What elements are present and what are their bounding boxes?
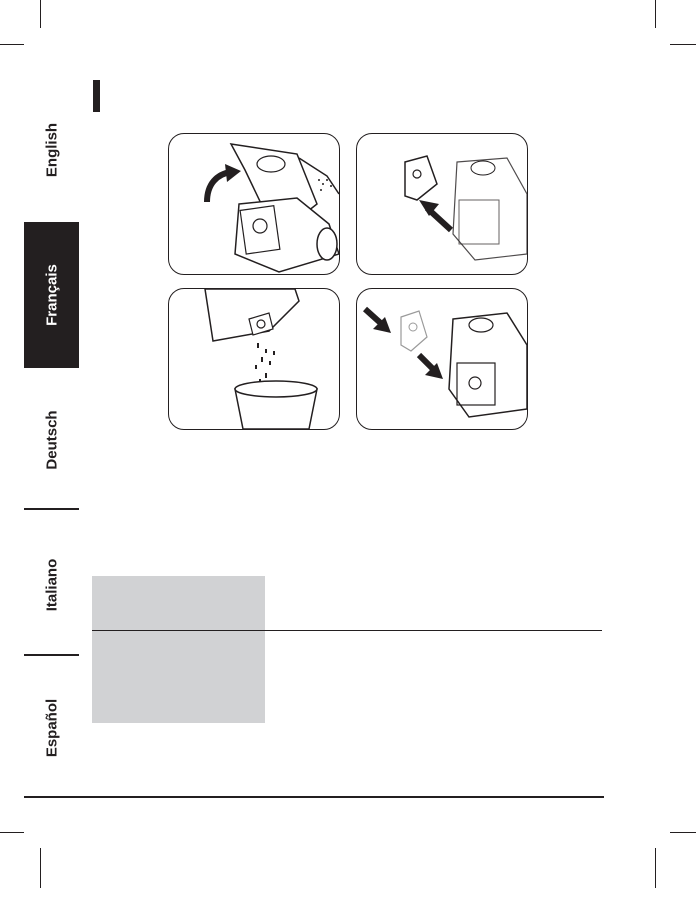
tab-italiano[interactable] xyxy=(24,535,79,635)
empty-bag-into-bin-icon xyxy=(169,289,339,429)
illustration-step-3 xyxy=(168,288,340,430)
crop-mark xyxy=(655,0,656,28)
illustration-step-2 xyxy=(356,133,528,275)
vacuum-open-lid-icon xyxy=(169,134,339,274)
tab-francais[interactable] xyxy=(24,222,79,368)
insert-new-bag-icon xyxy=(357,289,527,429)
tab-espanol-label: Español xyxy=(43,698,60,758)
crop-mark xyxy=(670,44,696,45)
tab-deutsch[interactable] xyxy=(24,390,79,490)
crop-mark xyxy=(0,832,24,833)
crop-mark xyxy=(40,0,41,28)
table-body-cell xyxy=(92,631,265,723)
tab-english-label: English xyxy=(43,122,60,178)
tab-deutsch-label: Deutsch xyxy=(43,410,60,470)
tab-english[interactable] xyxy=(24,100,79,200)
crop-mark xyxy=(0,44,24,45)
section-marker xyxy=(93,80,100,112)
tab-espanol[interactable] xyxy=(24,678,79,778)
crop-mark xyxy=(655,848,656,888)
illustration-step-4 xyxy=(356,288,528,430)
tab-italiano-label: Italiano xyxy=(43,558,60,612)
crop-mark xyxy=(40,848,41,888)
illustration-step-1 xyxy=(168,133,340,275)
footer-rule xyxy=(24,796,604,798)
tab-francais-label: Français xyxy=(43,264,60,326)
table-header-cell xyxy=(92,576,265,630)
crop-mark xyxy=(670,832,696,833)
vacuum-remove-bag-icon xyxy=(357,134,527,274)
tab-divider xyxy=(24,654,79,656)
tab-divider xyxy=(24,508,79,510)
